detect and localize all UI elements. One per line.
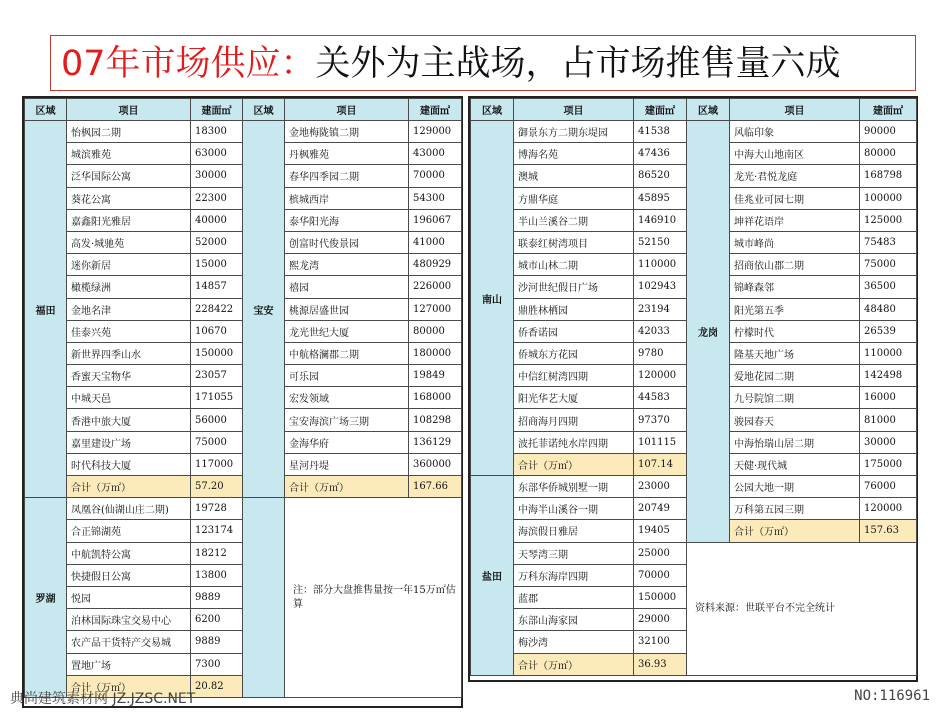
header-region: 区域 xyxy=(25,99,67,121)
project-name: 沙河世纪假日广场 xyxy=(514,276,634,298)
supply-note: 注：部分大盘推售量按一年15万㎡估算 xyxy=(285,498,462,698)
project-name: 可乐园 xyxy=(285,365,409,387)
project-area: 18212 xyxy=(191,542,243,564)
project-name: 金地梅陇镇二期 xyxy=(285,121,409,143)
project-area: 180000 xyxy=(409,342,462,364)
project-area: 10670 xyxy=(191,320,243,342)
project-area: 63000 xyxy=(191,143,243,165)
project-name: 风临印象 xyxy=(730,121,860,143)
project-name: 半山兰溪谷二期 xyxy=(514,209,634,231)
project-area: 45895 xyxy=(634,187,687,209)
project-name: 泰华阳光海 xyxy=(285,209,409,231)
project-name: 龙光世纪大厦 xyxy=(285,320,409,342)
total-label: 合计（万㎡） xyxy=(514,653,634,675)
total-value: 157.63 xyxy=(860,520,917,542)
project-name: 梅沙湾 xyxy=(514,631,634,653)
project-area: 150000 xyxy=(634,586,687,608)
project-area: 142498 xyxy=(860,365,917,387)
project-name: 海滨假日雅居 xyxy=(514,520,634,542)
project-name: 悦园 xyxy=(67,586,191,608)
project-name: 侨香诺园 xyxy=(514,320,634,342)
project-name: 时代科技大厦 xyxy=(67,453,191,475)
right-table xyxy=(470,98,917,676)
table-row xyxy=(471,542,917,564)
project-name: 天健·现代城 xyxy=(730,453,860,475)
region-luohu: 罗湖 xyxy=(25,498,67,698)
header-region: 区域 xyxy=(243,99,285,121)
project-area: 26539 xyxy=(860,320,917,342)
project-area: 123174 xyxy=(191,520,243,542)
project-area: 52150 xyxy=(634,231,687,253)
project-name: 中城天邑 xyxy=(67,387,191,409)
project-area: 29000 xyxy=(634,609,687,631)
project-area: 75000 xyxy=(191,431,243,453)
project-name: 金海华府 xyxy=(285,431,409,453)
project-area: 23194 xyxy=(634,298,687,320)
project-name: 高发·城驰苑 xyxy=(67,231,191,253)
total-label: 合计（万㎡） xyxy=(730,520,860,542)
project-name: 熙龙湾 xyxy=(285,254,409,276)
header-project: 项目 xyxy=(285,99,409,121)
project-area: 70000 xyxy=(409,165,462,187)
total-value: 36.93 xyxy=(634,653,687,675)
total-value: 167.66 xyxy=(409,476,462,498)
project-area: 136129 xyxy=(409,431,462,453)
project-area: 19849 xyxy=(409,365,462,387)
project-area: 19728 xyxy=(191,498,243,520)
project-name: 新世界四季山水 xyxy=(67,342,191,364)
project-name: 迷你新居 xyxy=(67,254,191,276)
project-name: 城市峰尚 xyxy=(730,231,860,253)
project-area: 120000 xyxy=(860,498,917,520)
header-project: 项目 xyxy=(730,99,860,121)
project-name: 中航格澜郡二期 xyxy=(285,342,409,364)
watermark-left: 典尚建筑素材网 JZ.JZSC.NET xyxy=(10,691,196,707)
project-name: 快捷假日公寓 xyxy=(67,564,191,586)
project-area: 56000 xyxy=(191,409,243,431)
left-table xyxy=(24,98,462,698)
project-name: 侨城东方花园 xyxy=(514,342,634,364)
project-name: 阳光第五季 xyxy=(730,298,860,320)
table-row xyxy=(471,121,917,143)
project-name: 联泰红树湾项目 xyxy=(514,231,634,253)
project-area: 44583 xyxy=(634,387,687,409)
header-area: 建面㎡ xyxy=(191,99,243,121)
title-red: 07年市场供应： xyxy=(61,44,316,84)
project-area: 120000 xyxy=(634,365,687,387)
project-name: 蓝郡 xyxy=(514,586,634,608)
data-source-note: 资料来源：世联平台不完全统计 xyxy=(687,542,917,675)
project-area: 22300 xyxy=(191,187,243,209)
project-area: 150000 xyxy=(191,342,243,364)
project-area: 48480 xyxy=(860,298,917,320)
project-area: 36500 xyxy=(860,276,917,298)
header-area: 建面㎡ xyxy=(860,99,917,121)
project-area: 168798 xyxy=(860,165,917,187)
project-area: 125000 xyxy=(860,209,917,231)
project-name: 香港中旅大厦 xyxy=(67,409,191,431)
project-name: 万科东海岸四期 xyxy=(514,564,634,586)
header-project: 项目 xyxy=(67,99,191,121)
project-area: 360000 xyxy=(409,453,462,475)
project-name: 丹枫雅苑 xyxy=(285,143,409,165)
project-area: 41538 xyxy=(634,121,687,143)
project-area: 90000 xyxy=(860,121,917,143)
project-area: 86520 xyxy=(634,165,687,187)
project-area: 43000 xyxy=(409,143,462,165)
project-name: 坤祥花语岸 xyxy=(730,209,860,231)
project-name: 凤凰谷(仙湖山庄二期) xyxy=(67,498,191,520)
region-futian: 福田 xyxy=(25,121,67,498)
project-name: 波托菲诺纯水岸四期 xyxy=(514,431,634,453)
project-name: 中海大山地南区 xyxy=(730,143,860,165)
project-name: 方鼎华庭 xyxy=(514,187,634,209)
project-name: 禧园 xyxy=(285,276,409,298)
project-area: 41000 xyxy=(409,231,462,253)
project-name: 香蜜天宝物华 xyxy=(67,365,191,387)
project-name: 骏园春天 xyxy=(730,409,860,431)
region-yantian: 盐田 xyxy=(471,476,514,676)
project-name: 金地名津 xyxy=(67,298,191,320)
project-name: 嘉鑫阳光雅居 xyxy=(67,209,191,231)
project-area: 127000 xyxy=(409,298,462,320)
project-name: 东部山海家园 xyxy=(514,609,634,631)
project-area: 18300 xyxy=(191,121,243,143)
project-area: 226000 xyxy=(409,276,462,298)
project-name: 招商海月四期 xyxy=(514,409,634,431)
project-area: 30000 xyxy=(860,431,917,453)
project-area: 175000 xyxy=(860,453,917,475)
project-name: 爱地花园二期 xyxy=(730,365,860,387)
project-area: 23057 xyxy=(191,365,243,387)
project-name: 九号院馆二期 xyxy=(730,387,860,409)
project-area: 102943 xyxy=(634,276,687,298)
project-area: 20749 xyxy=(634,498,687,520)
project-area: 42033 xyxy=(634,320,687,342)
project-name: 东部华侨城别墅一期 xyxy=(514,476,634,498)
total-label: 合计（万㎡） xyxy=(514,453,634,475)
project-area: 23000 xyxy=(634,476,687,498)
project-area: 47436 xyxy=(634,143,687,165)
project-name: 御景东方二期东堤园 xyxy=(514,121,634,143)
title-black: 关外为主战场，占市场推售量六成 xyxy=(315,44,841,84)
project-name: 隆基天地广场 xyxy=(730,342,860,364)
project-area: 97370 xyxy=(634,409,687,431)
project-name: 槟城西岸 xyxy=(285,187,409,209)
project-area: 75000 xyxy=(860,254,917,276)
project-area: 146910 xyxy=(634,209,687,231)
title-box xyxy=(50,35,916,91)
project-name: 佳泰兴苑 xyxy=(67,320,191,342)
project-name: 公园大地一期 xyxy=(730,476,860,498)
total-value: 20.82 xyxy=(191,675,243,697)
project-name: 葵花公寓 xyxy=(67,187,191,209)
project-area: 76000 xyxy=(860,476,917,498)
total-value: 107.14 xyxy=(634,453,687,475)
project-area: 110000 xyxy=(860,342,917,364)
watermark-right: NO:116961 xyxy=(854,688,930,704)
region-nanshan: 南山 xyxy=(471,121,514,476)
region-empty xyxy=(243,498,285,698)
project-name: 泊林国际珠宝交易中心 xyxy=(67,609,191,631)
project-name: 泛华国际公寓 xyxy=(67,165,191,187)
project-area: 196067 xyxy=(409,209,462,231)
table-row xyxy=(25,498,462,520)
project-area: 129000 xyxy=(409,121,462,143)
project-name: 置地广场 xyxy=(67,653,191,675)
project-name: 招商依山郡二期 xyxy=(730,254,860,276)
total-label: 合计（万㎡） xyxy=(285,476,409,498)
project-name: 锦峰森邻 xyxy=(730,276,860,298)
project-name: 天琴湾三期 xyxy=(514,542,634,564)
project-area: 6200 xyxy=(191,609,243,631)
project-area: 54300 xyxy=(409,187,462,209)
project-area: 101115 xyxy=(634,431,687,453)
project-area: 14857 xyxy=(191,276,243,298)
project-area: 25000 xyxy=(634,542,687,564)
project-area: 19405 xyxy=(634,520,687,542)
project-area: 117000 xyxy=(191,453,243,475)
project-name: 万科第五园三期 xyxy=(730,498,860,520)
project-name: 城滨雅苑 xyxy=(67,143,191,165)
total-label: 合计（万㎡） xyxy=(67,675,191,697)
project-area: 16000 xyxy=(860,387,917,409)
project-name: 澳城 xyxy=(514,165,634,187)
project-area: 110000 xyxy=(634,254,687,276)
project-area: 9889 xyxy=(191,631,243,653)
project-name: 嘉里建设广场 xyxy=(67,431,191,453)
project-area: 15000 xyxy=(191,254,243,276)
project-area: 80000 xyxy=(860,143,917,165)
project-name: 城市山林二期 xyxy=(514,254,634,276)
project-name: 宏发领域 xyxy=(285,387,409,409)
project-area: 171055 xyxy=(191,387,243,409)
project-name: 龙光·君悦龙庭 xyxy=(730,165,860,187)
total-label: 合计（万㎡） xyxy=(67,476,191,498)
project-area: 168000 xyxy=(409,387,462,409)
project-area: 52000 xyxy=(191,231,243,253)
project-area: 81000 xyxy=(860,409,917,431)
project-area: 480929 xyxy=(409,254,462,276)
project-name: 农产品干货特产交易城 xyxy=(67,631,191,653)
project-name: 春华四季园二期 xyxy=(285,165,409,187)
project-name: 创富时代俊景园 xyxy=(285,231,409,253)
project-name: 橄榄绿洲 xyxy=(67,276,191,298)
header-area: 建面㎡ xyxy=(409,99,462,121)
project-name: 怡枫园二期 xyxy=(67,121,191,143)
project-area: 9889 xyxy=(191,586,243,608)
region-baoan: 宝安 xyxy=(243,121,285,498)
project-name: 合正锦湖苑 xyxy=(67,520,191,542)
project-name: 桃源居盛世园 xyxy=(285,298,409,320)
project-area: 40000 xyxy=(191,209,243,231)
page-title xyxy=(61,42,841,86)
project-area: 100000 xyxy=(860,187,917,209)
project-name: 中信红树湾四期 xyxy=(514,365,634,387)
header-area: 建面㎡ xyxy=(634,99,687,121)
header-region: 区域 xyxy=(471,99,514,121)
project-name: 中航凯特公寓 xyxy=(67,542,191,564)
project-area: 75483 xyxy=(860,231,917,253)
header-project: 项目 xyxy=(514,99,634,121)
project-area: 70000 xyxy=(634,564,687,586)
project-area: 9780 xyxy=(634,342,687,364)
region-longgang: 龙岗 xyxy=(687,121,730,543)
project-name: 柠檬时代 xyxy=(730,320,860,342)
project-area: 13800 xyxy=(191,564,243,586)
header-region: 区域 xyxy=(687,99,730,121)
project-name: 博海名苑 xyxy=(514,143,634,165)
project-name: 星河丹堤 xyxy=(285,453,409,475)
project-name: 鼎胜林栖园 xyxy=(514,298,634,320)
table-row xyxy=(25,121,462,143)
project-name: 中海半山溪谷一期 xyxy=(514,498,634,520)
project-name: 佳兆业可园七期 xyxy=(730,187,860,209)
project-area: 32100 xyxy=(634,631,687,653)
project-area: 80000 xyxy=(409,320,462,342)
project-area: 108298 xyxy=(409,409,462,431)
project-name: 中海怡瑞山居二期 xyxy=(730,431,860,453)
project-name: 宝安海滨广场三期 xyxy=(285,409,409,431)
project-area: 7300 xyxy=(191,653,243,675)
total-value: 57.20 xyxy=(191,476,243,498)
project-area: 30000 xyxy=(191,165,243,187)
project-area: 228422 xyxy=(191,298,243,320)
project-name: 阳光华艺大厦 xyxy=(514,387,634,409)
